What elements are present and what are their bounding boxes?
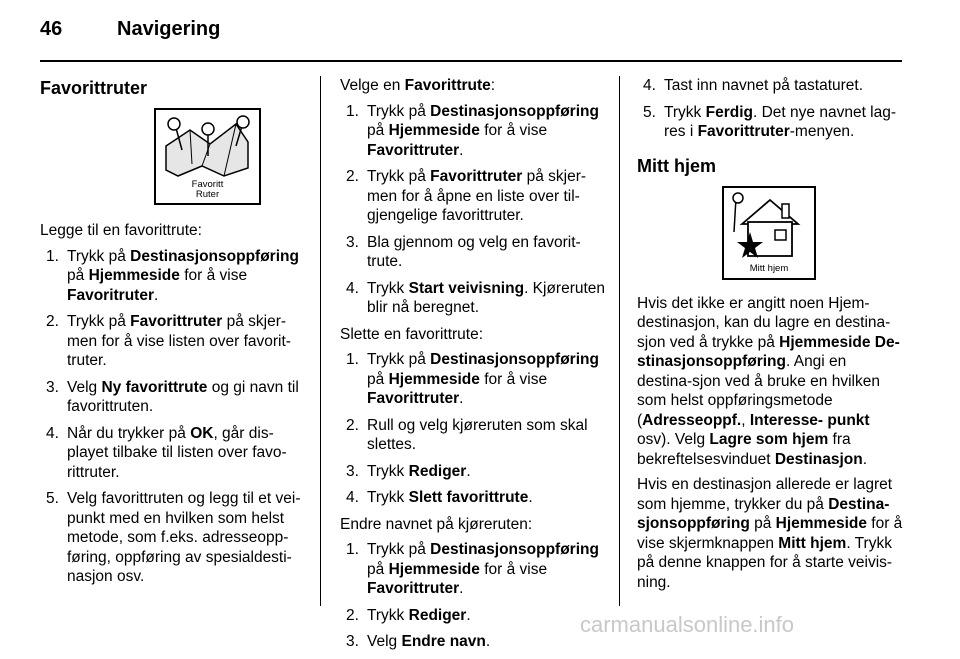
step-number: 3. xyxy=(346,462,359,480)
section-title-mitt-hjem: Mitt hjem xyxy=(637,155,716,176)
text-run: Trykk på xyxy=(367,351,431,368)
favorite-routes-icon xyxy=(154,108,261,205)
text-run: Tast inn navnet på tastaturet. xyxy=(664,77,864,94)
step-number: 4. xyxy=(346,279,359,297)
text-run: for å vise skjermknappen xyxy=(637,515,903,552)
bold-term: Destinasjonsoppføring xyxy=(430,541,599,558)
step-item xyxy=(340,488,606,508)
bold-term: Destinasjon xyxy=(774,450,863,468)
text-run: Trykk på xyxy=(67,247,131,265)
bold-term: Endre navn xyxy=(401,633,486,650)
text-run: . Angi en destina-sjon ved å bruke en hvilken som helst oppføringsmetode ( xyxy=(637,353,880,429)
text-run: Hvis det ikke er angitt noen Hjem-destinasjon, kan du lagre en destina-sjon ved å trykke på xyxy=(637,294,891,351)
bold-term: Start veivisning xyxy=(408,279,525,297)
text-run: Trykk på xyxy=(367,541,431,558)
text-run: på xyxy=(749,515,776,532)
text-run: for å vise xyxy=(479,560,548,578)
text-run: . xyxy=(154,286,159,304)
house-star-icon xyxy=(730,192,808,262)
text-run: på xyxy=(67,267,89,284)
text-run: Velg favorittruten og legg til et vei-punkt med en hvilken som helst metode, som f.eks. adresseopp-føring, oppføring av spesialdesti-nasjon osv. xyxy=(67,490,301,585)
text-run: Bla gjennom og velg en favorit-trute. xyxy=(367,233,581,270)
bold-term: Destinasjonsoppføring xyxy=(130,247,299,265)
text-run: , går dis-playet tilbake til listen over favo-rittruter. xyxy=(67,424,287,481)
text-run: , xyxy=(741,411,750,429)
step-number: 2. xyxy=(46,313,59,330)
text-run: på skjer-men for å vise listen over favorit-truter. xyxy=(67,313,291,369)
bold-term: Favorittruter xyxy=(130,313,223,330)
step-item xyxy=(340,167,606,226)
step-item xyxy=(340,606,606,626)
text-run: på skjer-men for å åpne en liste over til-gjengelige favorittruter. xyxy=(367,168,587,224)
step-number: 5. xyxy=(643,103,656,121)
step-number: 1. xyxy=(346,541,359,558)
bold-term: OK xyxy=(190,424,214,442)
text-run: . xyxy=(466,606,471,624)
home-icon xyxy=(722,186,816,280)
page-number: 46 xyxy=(40,18,63,40)
text-run: . xyxy=(485,633,491,650)
bold-term: Ny favorittrute xyxy=(101,378,208,396)
step-number: 4. xyxy=(46,424,59,442)
steps-list xyxy=(340,102,606,318)
text-run: Trykk på xyxy=(367,102,431,120)
text-run: . xyxy=(466,462,471,480)
text-run: på xyxy=(367,122,389,139)
column-2 xyxy=(340,76,606,659)
text-run: på xyxy=(367,560,389,578)
step-item xyxy=(340,233,606,272)
bold-term: Favorittruter xyxy=(697,123,790,140)
step-item xyxy=(340,102,606,161)
paragraph-list xyxy=(637,294,905,593)
bold-term: Destinasjonsoppføring xyxy=(430,351,599,368)
text-run: Slette en favorittrute: xyxy=(340,325,484,343)
step-item xyxy=(340,279,606,318)
text-run: Trykk xyxy=(367,462,409,480)
text-run: . xyxy=(459,580,464,597)
step-item xyxy=(40,489,306,587)
text-run: : xyxy=(490,77,496,94)
step-number: 2. xyxy=(346,606,359,624)
column-divider-1 xyxy=(320,76,321,606)
text-run: Trykk på xyxy=(367,168,431,185)
map-pins-icon xyxy=(162,114,254,180)
step-number: 4. xyxy=(346,489,359,506)
step-item xyxy=(40,378,306,417)
step-item xyxy=(40,247,306,306)
bold-term: Hjemmeside xyxy=(388,370,480,388)
group-intro xyxy=(340,325,606,345)
step-number: 3. xyxy=(346,633,359,650)
text-run: . xyxy=(459,141,464,159)
bold-term: Lagre som hjem xyxy=(709,431,829,448)
text-run: osv). Velg xyxy=(637,431,710,448)
text-run: . Kjøreruten blir nå beregnet. xyxy=(367,279,606,316)
step-number: 2. xyxy=(346,168,359,185)
instruction-group-rename xyxy=(340,515,606,652)
text-run: . xyxy=(459,390,464,407)
text-run: Trykk på xyxy=(67,313,131,330)
figure-caption: Mitt hjem xyxy=(749,262,789,274)
bold-term: Favorittruter xyxy=(367,141,460,159)
step-item xyxy=(637,76,905,96)
step-number: 1. xyxy=(46,247,59,265)
text-run: og gi navn til favorittruten. xyxy=(67,378,299,415)
bold-term: Favorittruter xyxy=(430,168,523,185)
bold-term: Adresseoppf. xyxy=(642,411,742,429)
text-run: . xyxy=(528,489,533,506)
steps-list xyxy=(40,247,306,587)
group-intro xyxy=(340,515,606,535)
text-run: . Trykk på denne knappen for å starte veivis-ning. xyxy=(637,534,893,591)
step-number: 4. xyxy=(643,77,656,94)
chapter-title: Navigering xyxy=(117,18,221,40)
column-3 xyxy=(637,76,905,598)
figure-caption: Favoritt Ruter xyxy=(191,179,224,200)
step-item xyxy=(637,103,905,142)
step-item xyxy=(340,350,606,409)
text-run: . xyxy=(862,450,868,468)
instruction-group-delete xyxy=(340,325,606,508)
step-item xyxy=(40,312,306,371)
text-run: Rull og velg kjøreruten som skal slettes. xyxy=(367,416,588,453)
step-item xyxy=(340,462,606,482)
text-run: Endre navnet på kjøreruten: xyxy=(340,515,533,533)
steps-list xyxy=(637,76,905,142)
body-paragraph xyxy=(637,475,905,592)
step-item xyxy=(40,424,306,483)
text-run: Velge en xyxy=(340,77,405,94)
text-run: fra bekreftelsesvinduet xyxy=(637,431,851,468)
step-item xyxy=(340,540,606,599)
bold-term: Rediger xyxy=(408,606,467,624)
bold-term: Hjemmeside xyxy=(388,122,480,139)
bold-term: Destina-sjonsoppføring xyxy=(637,495,890,532)
body-paragraph xyxy=(637,294,905,470)
step-item xyxy=(340,416,606,455)
bold-term: Favorittruter xyxy=(367,390,460,407)
bold-term: Destinasjonsoppføring xyxy=(430,102,599,120)
bold-term: Rediger xyxy=(408,462,467,480)
bold-term: Hjemmeside De-stinasjonsoppføring xyxy=(637,333,900,370)
bold-term: Mitt hjem xyxy=(778,534,847,552)
watermark: carmanualsonline.info xyxy=(580,612,795,637)
step-number: 2. xyxy=(346,416,359,434)
text-run: -menyen. xyxy=(789,123,855,140)
column-divider-2 xyxy=(619,76,620,606)
group-intro xyxy=(340,76,606,96)
bold-term: Hjemmeside xyxy=(88,267,180,284)
bold-term: Interesse- punkt xyxy=(749,411,870,429)
text-run: Velg xyxy=(67,378,102,396)
step-number: 3. xyxy=(46,378,59,396)
text-run: for å vise xyxy=(179,267,248,284)
step-number: 3. xyxy=(346,233,359,251)
bold-term: Slett favorittrute xyxy=(408,489,529,506)
step-number: 1. xyxy=(346,102,359,120)
bold-term: Favorittruter xyxy=(367,580,460,597)
text-run: Hvis en destinasjon allerede er lagret som hjemme, trykker du på xyxy=(637,476,893,513)
step-number: 1. xyxy=(346,351,359,368)
instruction-group-select xyxy=(340,76,606,318)
text-run: Trykk xyxy=(367,606,409,624)
bold-term: Hjemmeside xyxy=(388,560,480,578)
steps-list xyxy=(340,540,606,652)
step-number: 5. xyxy=(46,490,59,507)
text-run: Trykk xyxy=(367,489,409,506)
column-1 xyxy=(40,76,306,594)
section-title-favorittruter: Favorittruter xyxy=(40,78,148,98)
bold-term: Hjemmeside xyxy=(775,515,867,532)
steps-list xyxy=(340,350,606,508)
text-run: på xyxy=(367,370,389,388)
text-run: Trykk xyxy=(367,279,409,297)
text-run: . Det nye navnet lag-res i xyxy=(664,103,897,140)
bold-term: Ferdig xyxy=(705,103,753,121)
text-run: Når du trykker på xyxy=(67,424,191,442)
intro-text: Legge til en favorittrute: xyxy=(40,222,202,239)
bold-term: Favorittrute xyxy=(404,77,491,94)
text-run: Trykk xyxy=(664,103,706,121)
text-run: for å vise xyxy=(479,370,548,388)
text-run: Velg xyxy=(367,633,402,650)
header-rule xyxy=(40,60,902,62)
text-run: for å vise xyxy=(479,122,548,139)
bold-term: Favoritruter xyxy=(67,286,154,304)
